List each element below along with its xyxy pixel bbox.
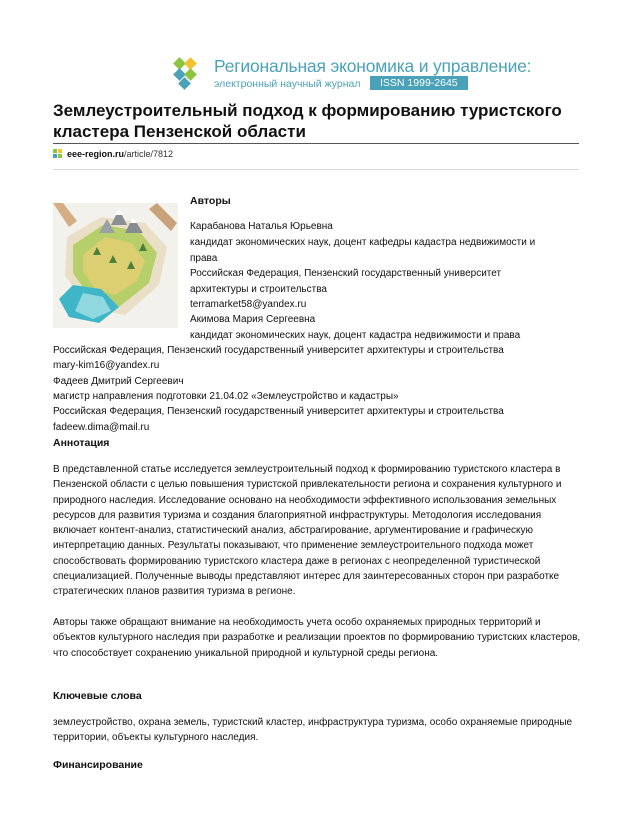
author-line: Фадеев Дмитрий Сергеевич (53, 376, 184, 387)
journal-title: Региональная экономика и управление: (214, 56, 532, 76)
journal-issn: ISSN 1999-2645 (370, 76, 468, 90)
author-line: Российская Федерация, Пензенский государственный университет (190, 268, 502, 279)
site-icon (53, 149, 64, 158)
author-line: Акимова Мария Сергеевна (190, 314, 316, 325)
journal-logo-icon (172, 56, 208, 90)
keywords-heading: Ключевые слова (53, 690, 142, 702)
source-site: eee-region.ru (67, 149, 125, 159)
author-line: Российская Федерация, Пензенский государственный университет архитектуры и строительства (53, 406, 504, 417)
article-title: Землеустроительный подход к формированию туристского кластера Пензенской области (53, 101, 562, 141)
keywords-text: землеустройство, охрана земель, туристский кластер, инфраструктура туризма, особо охраняемые природные территории, объекты культурного наследия. (53, 717, 573, 744)
author-line: магистр направления подготовки 21.04.02 «Землеустройство и кадастры» (53, 391, 399, 402)
author-line: Российская Федерация, Пензенский государственный университет архитектуры и строительства (53, 345, 504, 356)
funding-heading: Финансирование (53, 759, 143, 771)
journal-subtitle: электронный научный журнал (214, 78, 361, 90)
author-line: кандидат экономических наук, доцент кафедры кадастра недвижимости и (190, 237, 536, 248)
title-divider (53, 143, 579, 144)
author-email[interactable]: terramarket58@yandex.ru (190, 299, 307, 310)
source-divider (53, 169, 579, 170)
author-line: кандидат экономических наук, доцент кадастра недвижимости и права (190, 330, 521, 341)
article-illustration (53, 203, 178, 328)
abstract-paragraph-2: Авторы также обращают внимание на необходимость учета особо охраняемых природных территорий и объектов культурного наследия при разработке и реализации проектов по формированию туристских кластеров, что способствует сохранению уникальной природной и культурной среды региона. (53, 617, 581, 659)
abstract-heading: Аннотация (53, 437, 110, 449)
author-line: Карабанова Наталья Юрьевна (190, 221, 333, 232)
journal-logo (172, 54, 532, 94)
author-line: архитектуры и строительства (190, 284, 327, 295)
source-link[interactable] (53, 149, 173, 159)
source-path: /article/7812 (124, 149, 174, 159)
abstract-paragraph-1: В представленной статье исследуется землеустроительный подход к формированию туристского кластера в Пензенской области с целью повышения туристской привлекательности региона и сохранения культурного и природного наследия. Исследование основано на необходимости эффективного использования земельных ресурсов для развития туризма и создания благоприятной инфраструктуры. Методология исследования включает контент-анализ, статистический анализ, абстрагирование, аргументирование и графическую интерпретацию данных. Результаты показывают, что применение землеустроительного подхода может способствовать формированию туристского кластера даже в регионах с неопределенной туристической специализацией. Полученные выводы представляют интерес для заинтересованных сторон при разработке стратегических планов развития туризма в регионе. (53, 464, 562, 598)
author-email[interactable]: fadeew.dima@mail.ru (53, 422, 150, 433)
author-line: права (190, 253, 218, 264)
authors-heading: Авторы (190, 195, 231, 207)
author-email[interactable]: mary-kim16@yandex.ru (53, 360, 160, 371)
